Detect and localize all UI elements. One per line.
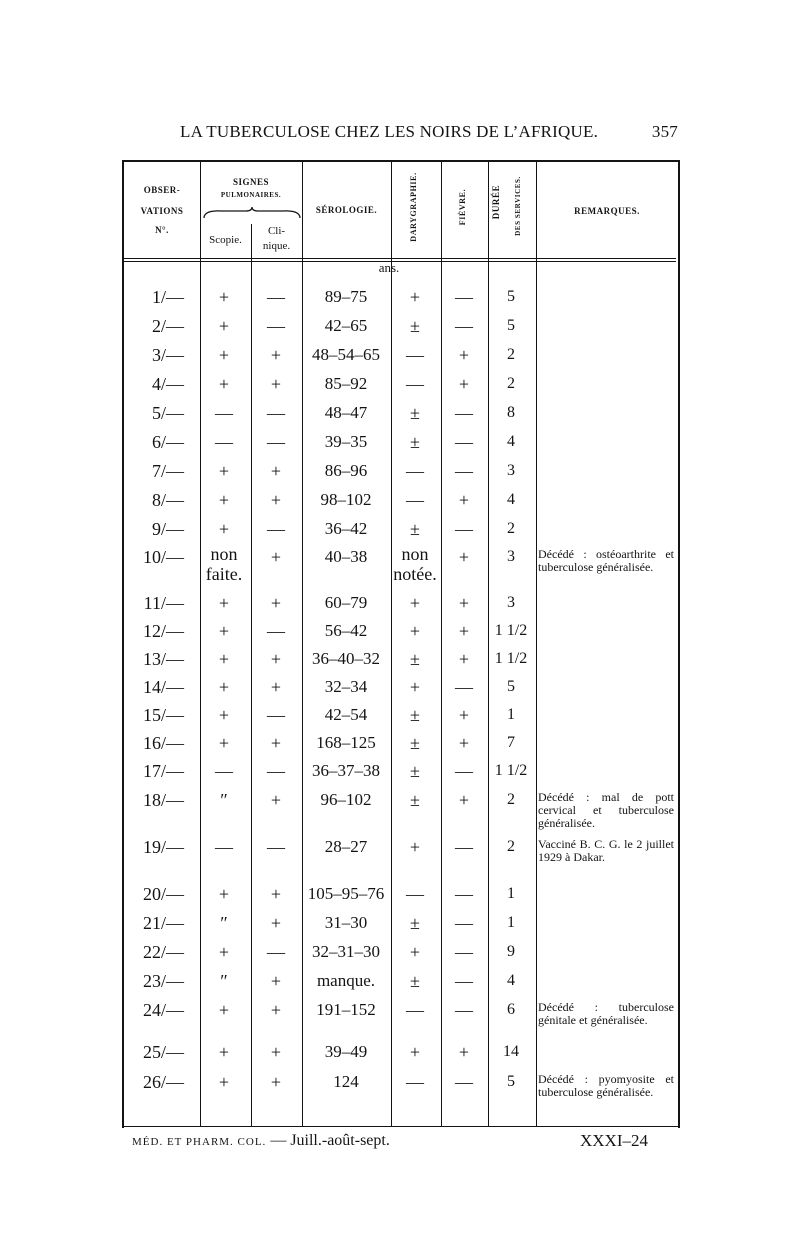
table-row xyxy=(122,485,678,515)
signature-mark: XXXI–24 xyxy=(580,1131,648,1150)
cell-serologie: 31–30 xyxy=(324,913,368,932)
cell-duree: 3 xyxy=(507,548,515,565)
journal-name: MÉD. ET PHARM. COL. xyxy=(132,1136,267,1148)
cell-darygraphie: ± xyxy=(410,704,420,725)
cell-fievre: — xyxy=(455,431,473,452)
cell-clinique: + xyxy=(270,373,282,394)
cell-clinique: + xyxy=(270,999,282,1020)
observation-number: 22/— xyxy=(142,941,184,962)
cell-darygraphie: ± xyxy=(410,518,420,539)
cell-clinique: + xyxy=(270,648,282,669)
header-signes xyxy=(200,176,302,202)
observation-number: 25/— xyxy=(142,1041,184,1062)
cell-remarques: Décédé : ostéoarthrite et tuberculose généralisée. xyxy=(538,547,674,574)
cell-scopie: ″ xyxy=(220,970,228,991)
cell-fievre: + xyxy=(458,592,470,613)
observation-number: 17/— xyxy=(142,760,184,781)
cell-clinique: + xyxy=(270,592,282,613)
header-rule xyxy=(124,258,676,259)
cell-serologie: 32–31–30 xyxy=(312,942,380,961)
cell-clinique: + xyxy=(270,970,282,991)
cell-clinique: + xyxy=(270,344,282,365)
cell-darygraphie: — xyxy=(406,999,424,1020)
cell-duree: 2 xyxy=(507,838,515,855)
cell-fievre: — xyxy=(455,286,473,307)
cell-fievre: — xyxy=(455,676,473,697)
cell-serologie: manque. xyxy=(316,971,376,990)
observation-number: 16/— xyxy=(142,732,184,753)
cell-serologie: 48–54–65 xyxy=(312,345,380,364)
cell-scopie xyxy=(198,542,250,586)
cell-scopie: — xyxy=(215,760,233,781)
cell-fievre: + xyxy=(458,489,470,510)
cell-scopie-line2: faite. xyxy=(205,564,243,584)
header-duree-line2: DES SERVICES. xyxy=(514,176,522,236)
cell-duree: 2 xyxy=(507,791,515,808)
cell-clinique: — xyxy=(267,941,285,962)
table-row xyxy=(122,908,678,938)
cell-serologie: 105–95–76 xyxy=(307,884,385,903)
table-row xyxy=(122,700,678,730)
table-row xyxy=(122,966,678,996)
cell-fievre: + xyxy=(458,546,470,567)
cell-clinique: + xyxy=(270,489,282,510)
header-clinique-line2: nique. xyxy=(262,240,291,252)
cell-fievre: + xyxy=(458,344,470,365)
cell-fievre: — xyxy=(455,460,473,481)
observation-number: 8/— xyxy=(151,489,184,510)
table-row xyxy=(122,369,678,399)
cell-serologie: 39–49 xyxy=(324,1042,368,1061)
cell-darygraphie: — xyxy=(406,489,424,510)
cell-scopie: + xyxy=(218,315,230,336)
cell-fievre: + xyxy=(458,704,470,725)
observation-number: 2/— xyxy=(151,315,184,336)
observation-number: 14/— xyxy=(142,676,184,697)
cell-serologie: 98–102 xyxy=(320,490,372,509)
cell-scopie: + xyxy=(218,732,230,753)
cell-fievre: — xyxy=(455,883,473,904)
signes-brace xyxy=(202,206,302,220)
observation-number: 18/— xyxy=(142,789,184,810)
cell-fievre: — xyxy=(455,836,473,857)
header-clinique-line1: Cli- xyxy=(267,225,286,237)
cell-scopie: + xyxy=(218,344,230,365)
observation-number: 21/— xyxy=(142,912,184,933)
observation-number: 12/— xyxy=(142,620,184,641)
cell-darygraphie: ± xyxy=(410,789,420,810)
observation-number: 20/— xyxy=(142,883,184,904)
cell-fievre: + xyxy=(458,732,470,753)
cell-scopie: + xyxy=(218,489,230,510)
cell-scopie: + xyxy=(218,883,230,904)
cell-duree: 7 xyxy=(507,734,515,751)
cell-clinique: + xyxy=(270,1041,282,1062)
cell-serologie: 40–38 xyxy=(324,547,368,566)
cell-darygraphie: ± xyxy=(410,648,420,669)
observation-number: 5/— xyxy=(151,402,184,423)
cell-clinique: + xyxy=(270,912,282,933)
cell-darygraphie: + xyxy=(409,941,421,962)
cell-fievre: — xyxy=(455,999,473,1020)
cell-darygraphie: — xyxy=(406,883,424,904)
journal-issue: — Juill.-août-sept. xyxy=(270,1132,390,1149)
cell-serologie: 42–54 xyxy=(324,705,368,724)
cell-serologie: 85–92 xyxy=(324,374,368,393)
cell-duree: 1 1/2 xyxy=(494,622,528,639)
cell-duree: 2 xyxy=(507,375,515,392)
header-obs-line3: N°. xyxy=(155,225,169,235)
cell-serologie: 28–27 xyxy=(324,837,368,856)
cell-fievre: — xyxy=(455,315,473,336)
cell-darygraphie: ± xyxy=(410,315,420,336)
cell-scopie: + xyxy=(218,999,230,1020)
cell-scopie: ″ xyxy=(220,912,228,933)
cell-serologie: 60–79 xyxy=(324,593,368,612)
cell-duree: 8 xyxy=(507,404,515,421)
cell-duree: 2 xyxy=(507,520,515,537)
cell-fievre: — xyxy=(455,760,473,781)
observation-number: 7/— xyxy=(151,460,184,481)
cell-duree: 2 xyxy=(507,346,515,363)
cell-clinique: + xyxy=(270,460,282,481)
cell-darygraphie: + xyxy=(409,1041,421,1062)
table-row xyxy=(122,785,678,830)
cell-duree: 4 xyxy=(507,972,515,989)
cell-remarques: Décédé : mal de pott cervical et tuberculose généralisée. xyxy=(538,790,674,830)
cell-fievre: — xyxy=(455,970,473,991)
cell-serologie: 124 xyxy=(333,1072,359,1091)
cell-fievre: — xyxy=(455,518,473,539)
cell-darygraphie: — xyxy=(406,1071,424,1092)
cell-fievre: — xyxy=(455,1071,473,1092)
cell-fievre: + xyxy=(458,789,470,810)
table-row xyxy=(122,756,678,786)
cell-darygraphie: + xyxy=(409,592,421,613)
header-darygraphie: DARYGRAPHIE. xyxy=(409,172,418,242)
cell-scopie: — xyxy=(215,431,233,452)
table-row xyxy=(122,514,678,544)
cell-serologie: 36–42 xyxy=(324,519,368,538)
cell-scopie: + xyxy=(218,620,230,641)
header-clinique xyxy=(251,224,302,254)
cell-scopie: + xyxy=(218,941,230,962)
cell-clinique: + xyxy=(270,546,282,567)
cell-clinique: + xyxy=(270,1071,282,1092)
cell-scopie: + xyxy=(218,704,230,725)
cell-scopie: + xyxy=(218,1041,230,1062)
journal-reference xyxy=(132,1132,390,1150)
cell-duree: 3 xyxy=(507,462,515,479)
cell-fievre: + xyxy=(458,648,470,669)
cell-scopie: — xyxy=(215,402,233,423)
cell-darygraphie: — xyxy=(406,344,424,365)
page-number: 357 xyxy=(651,122,678,141)
cell-duree: 3 xyxy=(507,594,515,611)
cell-duree: 1 1/2 xyxy=(494,650,528,667)
header-duree-line1: DURÉE xyxy=(491,184,501,220)
header-signes-line2: PULMONAIRES. xyxy=(220,191,282,199)
table-row xyxy=(122,832,678,862)
cell-clinique: — xyxy=(267,315,285,336)
table-row xyxy=(122,398,678,428)
table-row xyxy=(122,427,678,457)
observation-number: 1/— xyxy=(151,286,184,307)
table-row xyxy=(122,879,678,909)
cell-serologie: 191–152 xyxy=(316,1000,376,1019)
cell-scopie: + xyxy=(218,676,230,697)
cell-darygraphie: ± xyxy=(410,760,420,781)
header-serologie: SÉROLOGIE. xyxy=(315,205,378,215)
cell-clinique: + xyxy=(270,676,282,697)
cell-fievre: + xyxy=(458,1041,470,1062)
cell-serologie: 168–125 xyxy=(316,733,376,752)
cell-remarques: Décédé : tuberculose génitale et généralisée. xyxy=(538,1000,674,1027)
observation-number: 4/— xyxy=(151,373,184,394)
cell-darygraphie: + xyxy=(409,620,421,641)
table-row xyxy=(122,311,678,341)
observation-number: 9/— xyxy=(151,518,184,539)
cell-clinique: — xyxy=(267,620,285,641)
cell-fievre: — xyxy=(455,912,473,933)
cell-serologie: 32–34 xyxy=(324,677,368,696)
table-row xyxy=(122,1067,678,1097)
table-row xyxy=(122,588,678,618)
cell-darygraphie: ± xyxy=(410,402,420,423)
cell-darygraphie: ± xyxy=(410,431,420,452)
cell-clinique: + xyxy=(270,789,282,810)
cell-clinique: + xyxy=(270,732,282,753)
cell-darygraphie-line2: notée. xyxy=(393,564,437,584)
cell-darygraphie-line1: non xyxy=(401,544,429,564)
cell-serologie: 86–96 xyxy=(324,461,368,480)
table-row xyxy=(122,1037,678,1067)
cell-serologie: 36–37–38 xyxy=(312,761,380,780)
observation-number: 19/— xyxy=(142,836,184,857)
cell-fievre: + xyxy=(458,373,470,394)
cell-scopie-line1: non xyxy=(210,544,238,564)
cell-scopie: + xyxy=(218,373,230,394)
header-fievre: FIÈVRE. xyxy=(458,188,467,226)
cell-clinique: — xyxy=(267,402,285,423)
cell-fievre: + xyxy=(458,620,470,641)
header-observations xyxy=(124,184,200,237)
cell-duree: 14 xyxy=(503,1043,519,1060)
table-row xyxy=(122,644,678,674)
observation-number: 24/— xyxy=(142,999,184,1020)
cell-serologie: 48–47 xyxy=(324,403,368,422)
header-obs-line2: VATIONS xyxy=(140,206,184,216)
observation-number: 23/— xyxy=(142,970,184,991)
table-row xyxy=(122,282,678,312)
footer-rule xyxy=(122,1126,678,1127)
cell-duree: 5 xyxy=(507,678,515,695)
cell-clinique: + xyxy=(270,883,282,904)
cell-duree: 5 xyxy=(507,317,515,334)
cell-scopie: + xyxy=(218,286,230,307)
observation-number: 6/— xyxy=(151,431,184,452)
unit-label: ans. xyxy=(378,260,400,275)
cell-scopie: ″ xyxy=(220,789,228,810)
table-row xyxy=(122,340,678,370)
cell-duree: 4 xyxy=(507,491,515,508)
cell-scopie: — xyxy=(215,836,233,857)
running-head xyxy=(122,118,678,146)
cell-duree: 1 xyxy=(507,885,515,902)
table-row xyxy=(122,995,678,1025)
cell-serologie: 89–75 xyxy=(324,287,368,306)
observation-number: 26/— xyxy=(142,1071,184,1092)
cell-serologie: 36–40–32 xyxy=(312,649,380,668)
cell-darygraphie: + xyxy=(409,676,421,697)
header-scopie: Scopie. xyxy=(209,234,242,246)
cell-serologie: 39–35 xyxy=(324,432,368,451)
table-row xyxy=(122,542,678,584)
cell-darygraphie: — xyxy=(406,460,424,481)
cell-scopie: + xyxy=(218,1071,230,1092)
cell-duree: 6 xyxy=(507,1001,515,1018)
page-footer xyxy=(122,1128,678,1154)
cell-darygraphie: ± xyxy=(410,970,420,991)
page-title: LA TUBERCULOSE CHEZ LES NOIRS DE L’AFRIQUE. xyxy=(180,122,599,141)
cell-clinique: — xyxy=(267,518,285,539)
observation-number: 13/— xyxy=(142,648,184,669)
header-signes-line1: SIGNES xyxy=(232,177,270,187)
cell-fievre: — xyxy=(455,402,473,423)
observation-number: 3/— xyxy=(151,344,184,365)
cell-duree: 1 1/2 xyxy=(494,762,528,779)
cell-scopie: + xyxy=(218,518,230,539)
cell-remarques: Décédé : pyomyosite et tuberculose généralisée. xyxy=(538,1072,674,1099)
cell-remarques: Vacciné B. C. G. le 2 juillet 1929 à Dakar. xyxy=(538,837,674,864)
header-obs-line1: OBSER- xyxy=(143,185,181,195)
cell-clinique: — xyxy=(267,286,285,307)
cell-clinique: — xyxy=(267,431,285,452)
cell-duree: 1 xyxy=(507,706,515,723)
cell-duree: 9 xyxy=(507,943,515,960)
table-row xyxy=(122,728,678,758)
cell-serologie: 42–65 xyxy=(324,316,368,335)
header-remarques: REMARQUES. xyxy=(574,206,640,216)
cell-clinique: — xyxy=(267,836,285,857)
cell-darygraphie: + xyxy=(409,836,421,857)
cell-serologie: 56–42 xyxy=(324,621,368,640)
observation-number: 10/— xyxy=(142,546,184,567)
cell-scopie: + xyxy=(218,648,230,669)
table-row xyxy=(122,616,678,646)
cell-duree: 5 xyxy=(507,288,515,305)
cell-duree: 5 xyxy=(507,1073,515,1090)
cell-darygraphie: ± xyxy=(410,912,420,933)
cell-darygraphie: + xyxy=(409,286,421,307)
observation-number: 15/— xyxy=(142,704,184,725)
cell-clinique: — xyxy=(267,704,285,725)
observation-number: 11/— xyxy=(143,592,184,613)
cell-darygraphie xyxy=(390,542,440,586)
cell-scopie: + xyxy=(218,460,230,481)
cell-duree: 1 xyxy=(507,914,515,931)
table-row xyxy=(122,672,678,702)
cell-clinique: — xyxy=(267,760,285,781)
cell-darygraphie: — xyxy=(406,373,424,394)
table-row xyxy=(122,456,678,486)
cell-serologie: 96–102 xyxy=(320,790,372,809)
table-row xyxy=(122,937,678,967)
cell-scopie: + xyxy=(218,592,230,613)
cell-fievre: — xyxy=(455,941,473,962)
cell-darygraphie: ± xyxy=(410,732,420,753)
cell-duree: 4 xyxy=(507,433,515,450)
